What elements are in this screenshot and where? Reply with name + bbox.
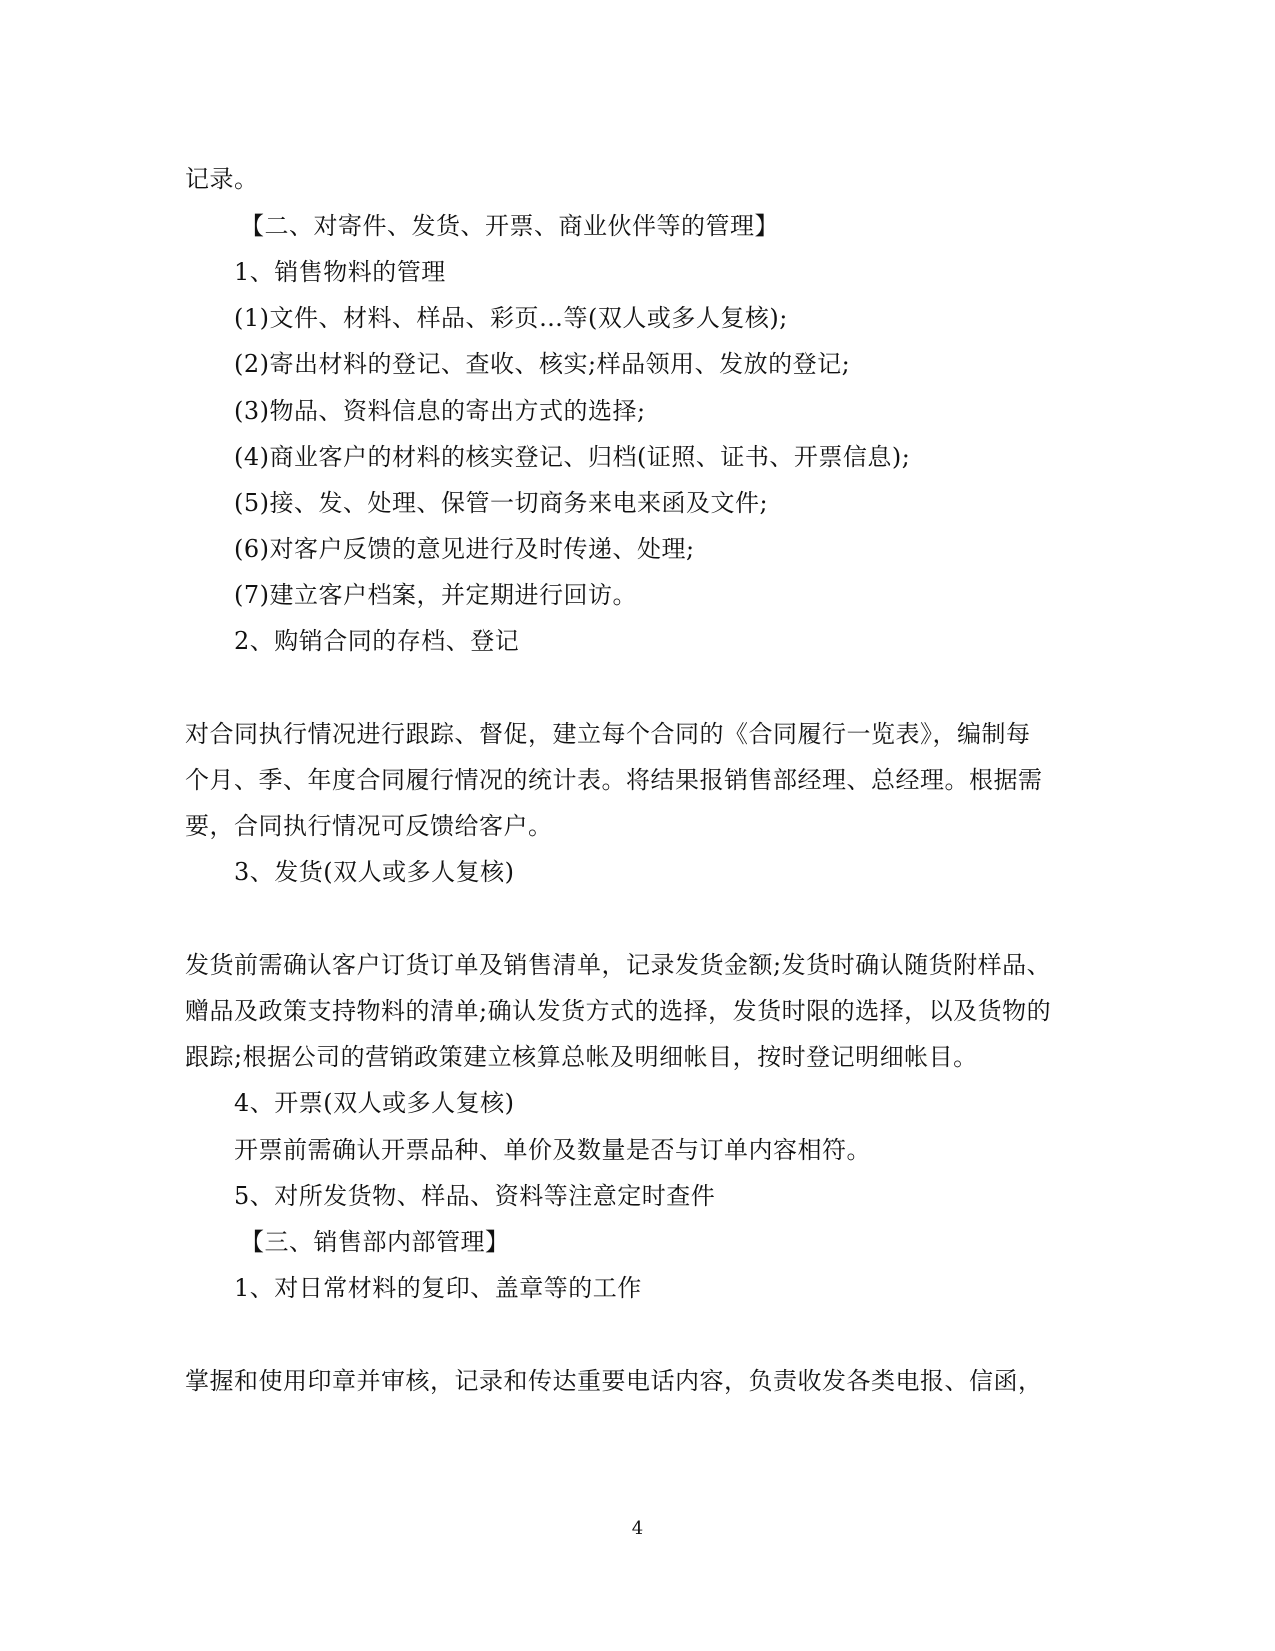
subsection-heading: 1、对日常材料的复印、盖章等的工作	[234, 1274, 642, 1302]
list-item: (6)对客户反馈的意见进行及时传递、处理;	[234, 535, 695, 563]
paragraph-line: 开票前需确认开票品种、单价及数量是否与订单内容相符。	[234, 1136, 871, 1164]
subsection-heading: 3、发货(双人或多人复核)	[234, 858, 515, 886]
list-item: (2)寄出材料的登记、查收、核实;样品领用、发放的登记;	[234, 350, 851, 378]
section-heading: 【三、销售部内部管理】	[240, 1228, 510, 1256]
list-item: (1)文件、材料、样品、彩页…等(双人或多人复核);	[234, 304, 788, 332]
page-number: 4	[631, 1518, 644, 1539]
paragraph-line: 要，合同执行情况可反馈给客户。	[185, 812, 553, 840]
paragraph-line: 掌握和使用印章并审核，记录和传达重要电话内容，负责收发各类电报、信函，	[185, 1367, 1043, 1395]
list-item: (3)物品、资料信息的寄出方式的选择;	[234, 397, 646, 425]
subsection-heading: 5、对所发货物、样品、资料等注意定时查件	[234, 1182, 716, 1210]
subsection-heading: 4、开票(双人或多人复核)	[234, 1089, 515, 1117]
paragraph-line: 个月、季、年度合同履行情况的统计表。将结果报销售部经理、总经理。根据需	[185, 766, 1043, 794]
section-heading: 【二、对寄件、发货、开票、商业伙伴等的管理】	[240, 212, 779, 240]
paragraph-line: 跟踪;根据公司的营销政策建立核算总帐及明细帐目，按时登记明细帐目。	[185, 1043, 978, 1071]
list-item: (7)建立客户档案，并定期进行回访。	[234, 581, 637, 609]
text-line: 记录。	[185, 165, 259, 193]
paragraph-line: 发货前需确认客户订货订单及销售清单，记录发货金额;发货时确认随货附样品、	[185, 951, 1052, 979]
subsection-heading: 1、销售物料的管理	[234, 258, 446, 286]
list-item: (4)商业客户的材料的核实登记、归档(证照、证书、开票信息);	[234, 443, 911, 471]
subsection-heading: 2、购销合同的存档、登记	[234, 627, 520, 655]
paragraph-line: 对合同执行情况进行跟踪、督促，建立每个合同的《合同履行一览表》，编制每	[185, 720, 1031, 748]
list-item: (5)接、发、处理、保管一切商务来电来函及文件;	[234, 489, 769, 517]
paragraph-line: 赠品及政策支持物料的清单;确认发货方式的选择，发货时限的选择，以及货物的	[185, 997, 1052, 1025]
